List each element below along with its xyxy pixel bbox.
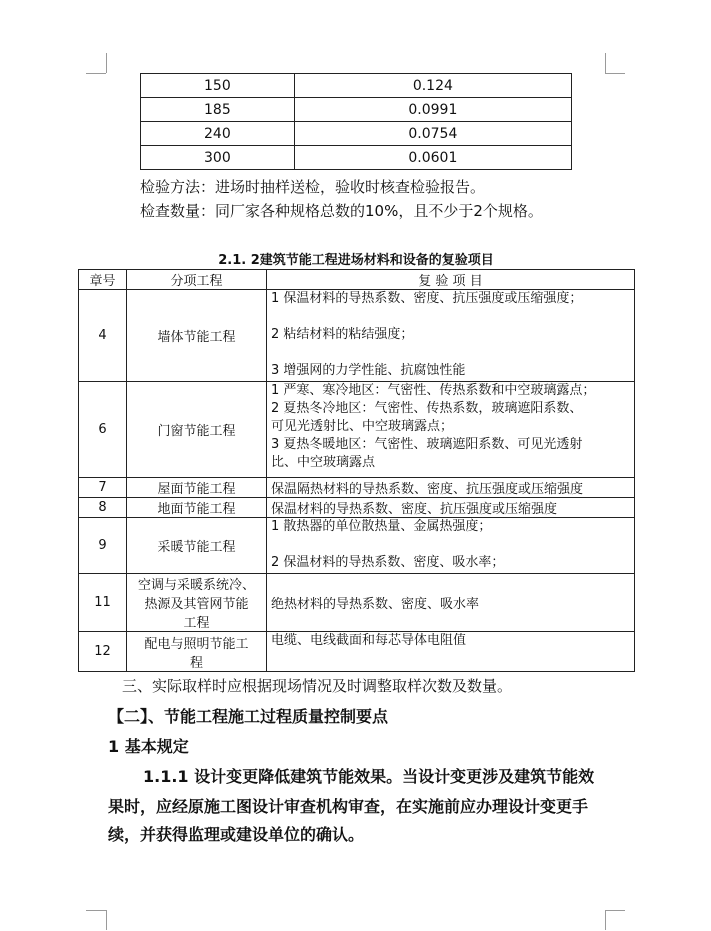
page-corner-mark-bottom-left	[86, 910, 106, 911]
retest-items-cell	[267, 498, 635, 518]
chapter-cell: 12	[79, 632, 127, 672]
rule-paragraph-line: 果时，应经原施工图设计审查机构审查，在实施前应办理设计变更手	[108, 797, 589, 816]
rule-paragraph-line: 续，并获得监理或建设单位的确认。	[108, 825, 365, 844]
retest-items-cell	[267, 478, 635, 498]
retest-item-line: 电缆、电线截面和每芯导体电阻值	[271, 633, 467, 648]
header-retest-items: 复 验 项 目	[267, 270, 635, 290]
project-line: 程	[189, 655, 203, 671]
retest-item-line: 可见光透射比、中空玻璃露点；	[271, 419, 454, 434]
project-line: 工程	[183, 616, 210, 631]
project-cell	[127, 574, 267, 632]
table-row	[79, 498, 635, 518]
section-heading: 【二】、节能工程施工过程质量控制要点	[108, 707, 389, 726]
retest-item-line: 保温材料的导热系数、密度、抗压强度或压缩强度	[271, 502, 558, 517]
page-corner-mark-top-right	[605, 53, 606, 73]
table-row	[79, 574, 635, 632]
retest-item-line: 保温隔热材料的导热系数、密度、抗压强度或压缩强度	[271, 482, 584, 497]
table-header-row	[79, 270, 635, 290]
sampling-adjustment-note: 三、实际取样时应根据现场情况及时调整取样次数及数量。	[122, 677, 513, 695]
retest-items-cell	[267, 290, 635, 382]
retest-item-line	[271, 536, 630, 554]
table-row	[141, 122, 572, 146]
project-cell	[127, 632, 267, 672]
page-corner-mark-bottom-right	[605, 910, 625, 911]
project-cell: 地面节能工程	[127, 498, 267, 518]
project-cell: 墙体节能工程	[127, 290, 267, 382]
retest-item-line: 3 夏热冬暖地区：气密性、玻璃遮阳系数、可见光透射	[271, 437, 583, 452]
table-cell: 150	[141, 74, 295, 98]
retest-item-line: 3 增强网的力学性能、抗腐蚀性能	[271, 363, 466, 378]
project-line: 配电与照明节能工	[144, 636, 249, 652]
table-cell: 0.0991	[294, 98, 571, 122]
table-cell: 300	[141, 146, 295, 170]
retest-item-line: 比、中空玻璃露点	[271, 455, 376, 470]
page-corner-mark-bottom-right	[605, 910, 606, 930]
table-cell: 0.124	[294, 74, 571, 98]
chapter-cell: 11	[79, 574, 127, 632]
chapter-cell: 4	[79, 290, 127, 382]
subsection-heading: 1 基本规定	[108, 737, 189, 756]
retest-item-line: 2 夏热冬冷地区：气密性、传热系数，玻璃遮阳系数、	[271, 401, 583, 416]
page-corner-mark-top-left	[106, 53, 107, 73]
inspection-method-text: 检验方法：进场时抽样送检，验收时核查检验报告。	[140, 178, 486, 196]
chapter-cell: 8	[79, 498, 127, 518]
retest-item-line: 1 保温材料的导热系数、密度、抗压强度或压缩强度；	[271, 291, 583, 306]
page-corner-mark-top-right	[605, 73, 625, 74]
project-cell: 屋面节能工程	[127, 478, 267, 498]
header-project: 分项工程	[127, 270, 267, 290]
project-cell: 门窗节能工程	[127, 382, 267, 478]
retest-items-cell	[267, 518, 635, 574]
retest-item-line: 1 严寒、寒冷地区：气密性、传热系数和中空玻璃露点；	[271, 383, 596, 398]
table-cell: 240	[141, 122, 295, 146]
retest-item-line: 2 保温材料的导热系数、密度、吸水率；	[271, 555, 505, 570]
table-cell: 0.0754	[294, 122, 571, 146]
table-row	[79, 518, 635, 574]
chapter-cell: 7	[79, 478, 127, 498]
table-row	[79, 632, 635, 672]
retest-item-line: 绝热材料的导热系数、密度、吸水率	[271, 597, 480, 612]
chapter-cell: 6	[79, 382, 127, 478]
retest-item-line: 1 散热器的单位散热量、金属热强度；	[271, 519, 492, 534]
page-corner-mark-bottom-left	[106, 910, 107, 930]
retest-items-cell	[267, 574, 635, 632]
table-cell: 0.0601	[294, 146, 571, 170]
retest-item-line: 2 粘结材料的粘结强度；	[271, 327, 414, 342]
page-corner-mark-top-left	[86, 73, 106, 74]
retest-item-line	[271, 344, 630, 362]
rule-paragraph-line: 1.1.1 设计变更降低建筑节能效果。当设计变更涉及建筑节能效	[143, 767, 595, 786]
retest-items-table	[78, 269, 635, 672]
table-row	[79, 478, 635, 498]
table-caption: 2.1. 2建筑节能工程进场材料和设备的复验项目	[218, 253, 494, 268]
project-line: 空调与采暖系统冷、	[137, 578, 255, 593]
retest-items-cell	[267, 382, 635, 478]
table-row	[79, 382, 635, 478]
table-row	[141, 146, 572, 170]
project-line: 热源及其管网节能	[144, 597, 249, 612]
retest-item-line	[271, 308, 630, 326]
project-cell: 采暖节能工程	[127, 518, 267, 574]
chapter-cell: 9	[79, 518, 127, 574]
table-row	[141, 74, 572, 98]
conductor-resistance-table	[140, 73, 572, 170]
table-row	[79, 290, 635, 382]
inspection-quantity-text: 检查数量：同厂家各种规格总数的10%，且不少于2个规格。	[140, 202, 543, 220]
table-cell: 185	[141, 98, 295, 122]
table-row	[141, 98, 572, 122]
header-chapter: 章号	[79, 270, 127, 290]
retest-items-cell	[267, 632, 635, 672]
